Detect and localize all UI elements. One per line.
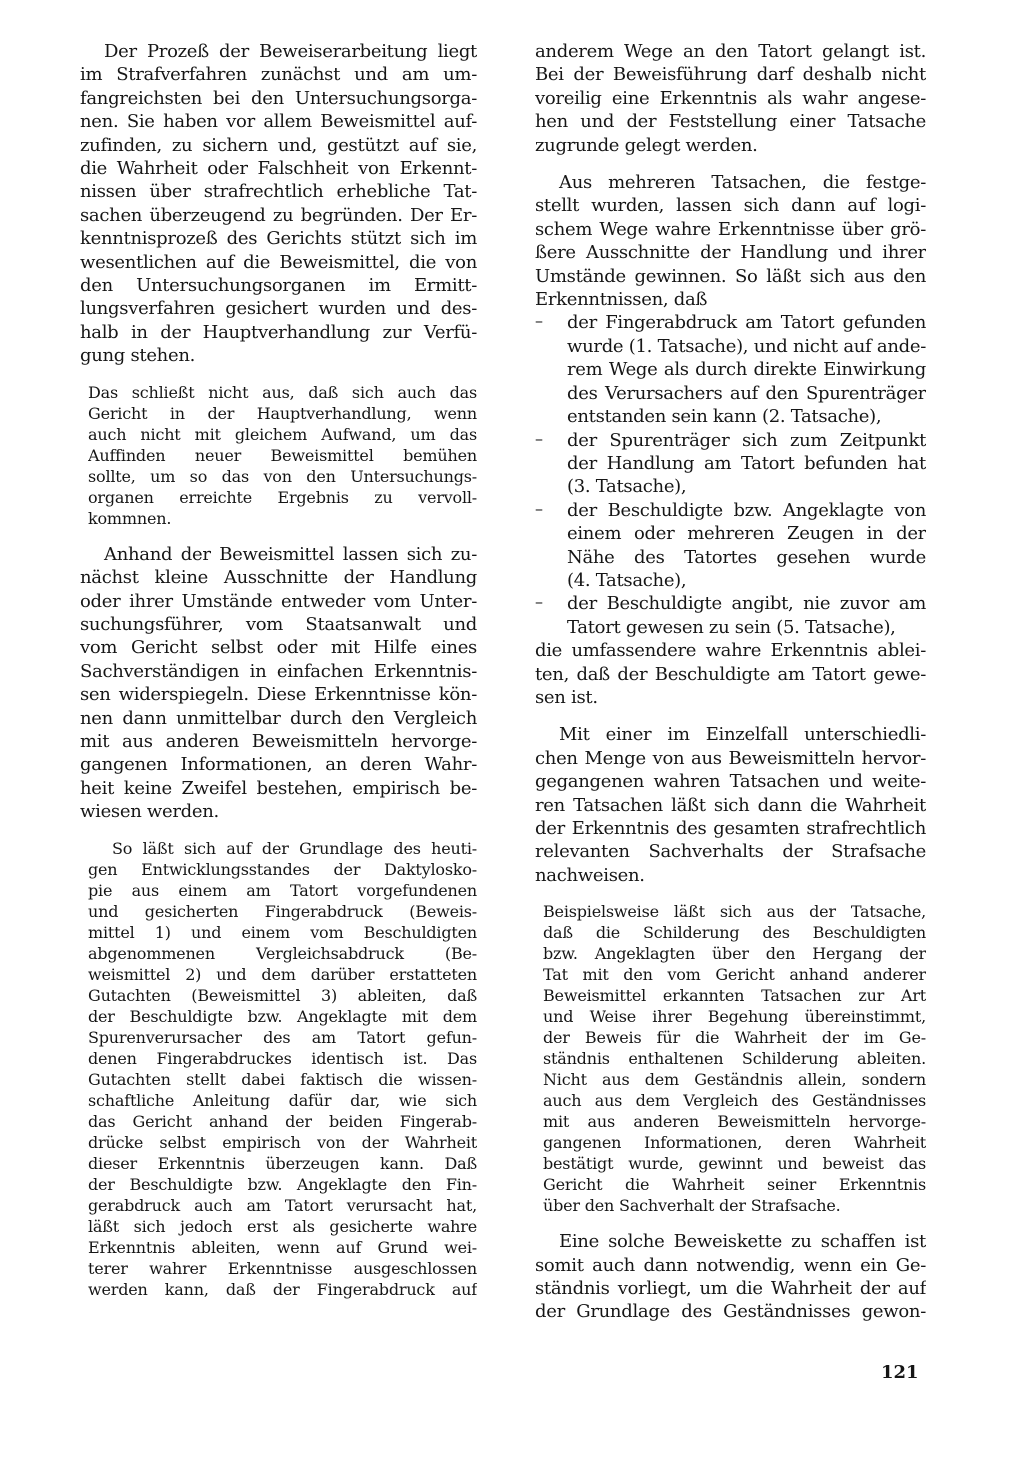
text-line: gangenen Informationen, an deren Wahr- — [80, 754, 477, 776]
text-line: terer wahrer Erkenntnisse ausgeschlossen — [88, 1258, 477, 1278]
text-line: (3. Tatsache), — [567, 476, 687, 498]
text-line: Bei der Beweisführung darf deshalb nicht — [535, 64, 926, 86]
text-line: gerabdruck auch am Tatort verursacht hat, — [88, 1195, 477, 1215]
text-line: im Strafverfahren zunächst und am um- — [80, 64, 477, 86]
text-line: bzw. Angeklagten über den Hergang der — [543, 944, 926, 964]
text-line: drücke selbst empirisch von der Wahrheit — [88, 1132, 477, 1152]
text-line: Erkenntnis ableiten, wenn auf Grund wei- — [88, 1237, 477, 1257]
text-line: ßere Ausschnitte der Handlung und ihrer — [535, 242, 926, 264]
text-line: mit aus anderen Beweismitteln hervorge- — [543, 1112, 926, 1132]
text-line: Gericht in der Hauptverhandlung, wenn — [88, 403, 477, 423]
text-line: ständnis enthaltenen Schilderung ableiten. — [543, 1049, 926, 1069]
text-line: bestätigt wurde, gewinnt und beweist das — [543, 1154, 926, 1174]
text-line: wesentlichen auf die Beweismittel, die von — [80, 251, 477, 273]
text-line: Der Prozeß der Beweiserarbeitung liegt — [104, 41, 477, 62]
text-line: mittel 1) und einem vom Beschuldigten — [88, 922, 477, 942]
text-line: rem Wege als durch direkte Einwirkung — [567, 359, 926, 381]
text-line: der Spurenträger sich zum Zeitpunkt — [567, 429, 926, 451]
text-line: der Beschuldigte bzw. Angeklagte den Fin- — [88, 1174, 477, 1194]
text-line: sen widerspiegeln. Diese Erkenntnisse kön- — [80, 684, 477, 706]
text-line: schaftliche Anleitung dafür dar, wie sich — [88, 1090, 477, 1110]
text-line: mit aus anderen Beweismitteln hervorge- — [80, 730, 477, 752]
text-line: anderem Wege an den Tatort gelangt ist. — [535, 41, 926, 62]
text-line: Gutachten stellt dabei faktisch die wissen- — [88, 1069, 477, 1089]
text-line: Auffinden neuer Beweismittel bemühen — [88, 445, 477, 465]
page-number: 121 — [881, 1362, 919, 1383]
text-line: ten, daß der Beschuldigte am Tatort gewe- — [535, 663, 926, 685]
text-line: die Wahrheit oder Falschheit von Erkennt- — [80, 158, 477, 180]
fact-list-item — [535, 428, 926, 499]
text-line: Tatort gewesen zu sein (5. Tatsache), — [567, 616, 896, 638]
text-line: Beispielsweise läßt sich aus der Tatsache, — [543, 902, 926, 922]
text-line: denen Fingerabdruckes identisch ist. Das — [88, 1048, 477, 1068]
text-line: gen Entwicklungsstandes der Daktylosko- — [88, 859, 477, 879]
text-line: abgenommenen Vergleichsabdruck (Be- — [88, 943, 477, 963]
right-paragraph-4 — [535, 723, 926, 887]
text-line: oder ihrer Umstände entweder vom Unter- — [80, 590, 477, 612]
text-line: fangreichsten bei den Untersuchungsorga- — [80, 87, 477, 109]
left-paragraph-2-small — [80, 382, 477, 529]
list-dash: – — [535, 592, 543, 612]
text-line: einem oder mehreren Zeugen in der — [567, 523, 926, 545]
text-line: der Fingerabdruck am Tatort gefunden — [567, 312, 926, 334]
left-paragraph-4-small — [80, 838, 477, 1300]
fact-list-item — [535, 498, 926, 593]
text-line: Eine solche Beweiskette zu schaffen ist — [559, 1231, 926, 1253]
right-paragraph-5-small — [535, 901, 926, 1216]
left-paragraph-3 — [80, 543, 477, 824]
text-line: des Verursachers auf den Spurenträger — [567, 382, 926, 404]
text-line: organen erreichte Ergebnis zu vervoll- — [88, 487, 477, 507]
text-line: Gericht die Wahrheit seiner Erkenntnis — [543, 1175, 926, 1195]
text-line: suchungsführer, vom Staatsanwalt und — [80, 613, 477, 635]
text-line: stellt wurden, lassen sich dann auf logi- — [535, 195, 926, 217]
text-line: gegangenen wahren Tatsachen und weite- — [535, 771, 926, 793]
text-line: gung stehen. — [80, 345, 196, 367]
left-column — [80, 40, 477, 1314]
text-line: Umstände gewinnen. So läßt sich aus den — [535, 265, 926, 287]
text-line: gangenen Informationen, deren Wahrheit — [543, 1133, 926, 1153]
text-line: der Erkenntnis des gesamten strafrechtlich — [535, 818, 926, 839]
text-line: heit keine Zweifel bestehen, empirisch be- — [80, 777, 477, 799]
text-line: wiesen werden. — [80, 801, 219, 823]
text-line: relevanten Sachverhalts der Strafsache — [535, 841, 926, 863]
list-dash: – — [535, 311, 543, 331]
text-line: Spurenverursacher des am Tatort gefun- — [88, 1027, 477, 1047]
text-line: sachen überzeugend zu begründen. Der Er- — [80, 204, 477, 226]
text-line: sen ist. — [535, 686, 598, 708]
text-line: ren Tatsachen läßt sich dann die Wahrheit — [535, 794, 926, 816]
fact-list-item — [535, 592, 926, 639]
text-line: kommnen. — [88, 508, 172, 528]
text-line: zufinden, zu sichern und, gestützt auf sie, — [80, 134, 477, 156]
text-line: sollte, um so das von den Untersuchungs- — [88, 466, 477, 486]
text-line: daß die Schilderung des Beschuldigten — [543, 923, 926, 943]
text-line: läßt sich jedoch erst als gesicherte wahre — [88, 1216, 477, 1236]
text-line: weismittel 2) und dem darüber erstatteten — [88, 964, 477, 984]
text-line: Mit einer im Einzelfall unterschiedli- — [559, 724, 926, 746]
text-line: hen und der Feststellung einer Tatsache — [535, 111, 926, 133]
text-line: der Beweis für die Wahrheit der im Ge- — [543, 1028, 926, 1048]
text-line: der Beschuldigte bzw. Angeklagte von — [567, 499, 926, 521]
text-line: Beweismittel erkannten Tatsachen zur Art — [543, 986, 926, 1006]
text-line: lungsverfahren gesichert wurden und des- — [80, 298, 477, 320]
text-line: nen dann unmittelbar durch den Vergleich — [80, 707, 477, 729]
text-line: pie aus einem am Tatort vorgefundenen — [88, 880, 477, 900]
text-line: wurde (1. Tatsache), und nicht auf ande- — [567, 335, 926, 357]
right-paragraph-1 — [535, 40, 926, 157]
text-line: nen. Sie haben vor allem Beweismittel auf- — [80, 111, 477, 133]
text-line: und Weise ihrer Begehung übereinstimmt, — [543, 1007, 926, 1027]
text-line: voreilig eine Erkenntnis als wahr angese- — [535, 87, 926, 109]
text-line: über den Sachverhalt der Strafsache. — [543, 1196, 841, 1216]
text-line: der Grundlage des Geständnisses gewon- — [535, 1301, 926, 1323]
text-line: nächst kleine Ausschnitte der Handlung — [80, 567, 477, 589]
list-dash: – — [535, 428, 543, 448]
text-line: der Handlung am Tatort befunden hat — [567, 452, 926, 474]
text-line: und gesicherten Fingerabdruck (Beweis- — [88, 901, 477, 921]
list-dash: – — [535, 498, 543, 518]
text-line: werden kann, daß der Fingerabdruck auf — [88, 1279, 477, 1299]
right-paragraph-2 — [535, 171, 926, 311]
text-line: somit auch dann notwendig, wenn ein Ge- — [535, 1254, 926, 1276]
text-line: Nicht aus dem Geständnis allein, sondern — [543, 1070, 926, 1090]
text-line: den Untersuchungsorganen im Ermitt- — [80, 275, 477, 297]
right-column — [535, 40, 926, 1338]
text-line: das Gericht anhand der beiden Fingerab- — [88, 1111, 477, 1131]
fact-list — [535, 311, 926, 639]
text-line: nachweisen. — [535, 864, 645, 886]
text-line: nissen über strafrechtlich erhebliche Tat- — [80, 181, 477, 203]
text-line: Nähe des Tatortes gesehen wurde — [567, 546, 926, 568]
text-line: kenntnisprozeß des Gerichts stützt sich im — [80, 228, 477, 250]
text-line: Sachverständigen in einfachen Erkenntnis- — [80, 660, 477, 682]
text-line: (4. Tatsache), — [567, 569, 687, 591]
text-line: entstanden sein kann (2. Tatsache), — [567, 406, 882, 428]
text-line: Tat mit den vom Gericht anhand anderer — [543, 965, 926, 985]
text-line: So läßt sich auf der Grundlage des heuti- — [112, 838, 477, 858]
fact-list-item — [535, 311, 926, 428]
text-line: ständnis vorliegt, um die Wahrheit der auf — [535, 1278, 926, 1300]
text-line: chen Menge von aus Beweismitteln hervor- — [535, 747, 926, 769]
text-line: der Beschuldigte bzw. Angeklagte mit dem — [88, 1006, 477, 1026]
text-line: auch aus dem Vergleich des Geständnisses — [543, 1091, 926, 1111]
text-line: Anhand der Beweismittel lassen sich zu- — [104, 543, 477, 565]
text-line: Aus mehreren Tatsachen, die festge- — [559, 172, 926, 194]
text-line: dieser Erkenntnis überzeugen kann. Daß — [88, 1153, 477, 1173]
text-line: die umfassendere wahre Erkenntnis ablei- — [535, 640, 926, 662]
right-paragraph-6 — [535, 1230, 926, 1324]
text-line: halb in der Hauptverhandlung zur Verfü- — [80, 321, 477, 343]
text-line: Das schließt nicht aus, daß sich auch das — [88, 382, 477, 402]
left-paragraph-1 — [80, 40, 477, 368]
text-line: auch nicht mit gleichem Aufwand, um das — [88, 424, 477, 444]
text-line: schem Wege wahre Erkenntnisse über grö- — [535, 218, 926, 240]
text-line: zugrunde gelegt werden. — [535, 134, 758, 156]
text-line: der Beschuldigte angibt, nie zuvor am — [567, 593, 926, 615]
right-paragraph-3 — [535, 639, 926, 709]
text-line: Erkenntnissen, daß — [535, 289, 708, 311]
text-line: vom Gericht selbst oder mit Hilfe eines — [80, 637, 477, 659]
text-line: Gutachten (Beweismittel 3) ableiten, daß — [88, 985, 477, 1005]
